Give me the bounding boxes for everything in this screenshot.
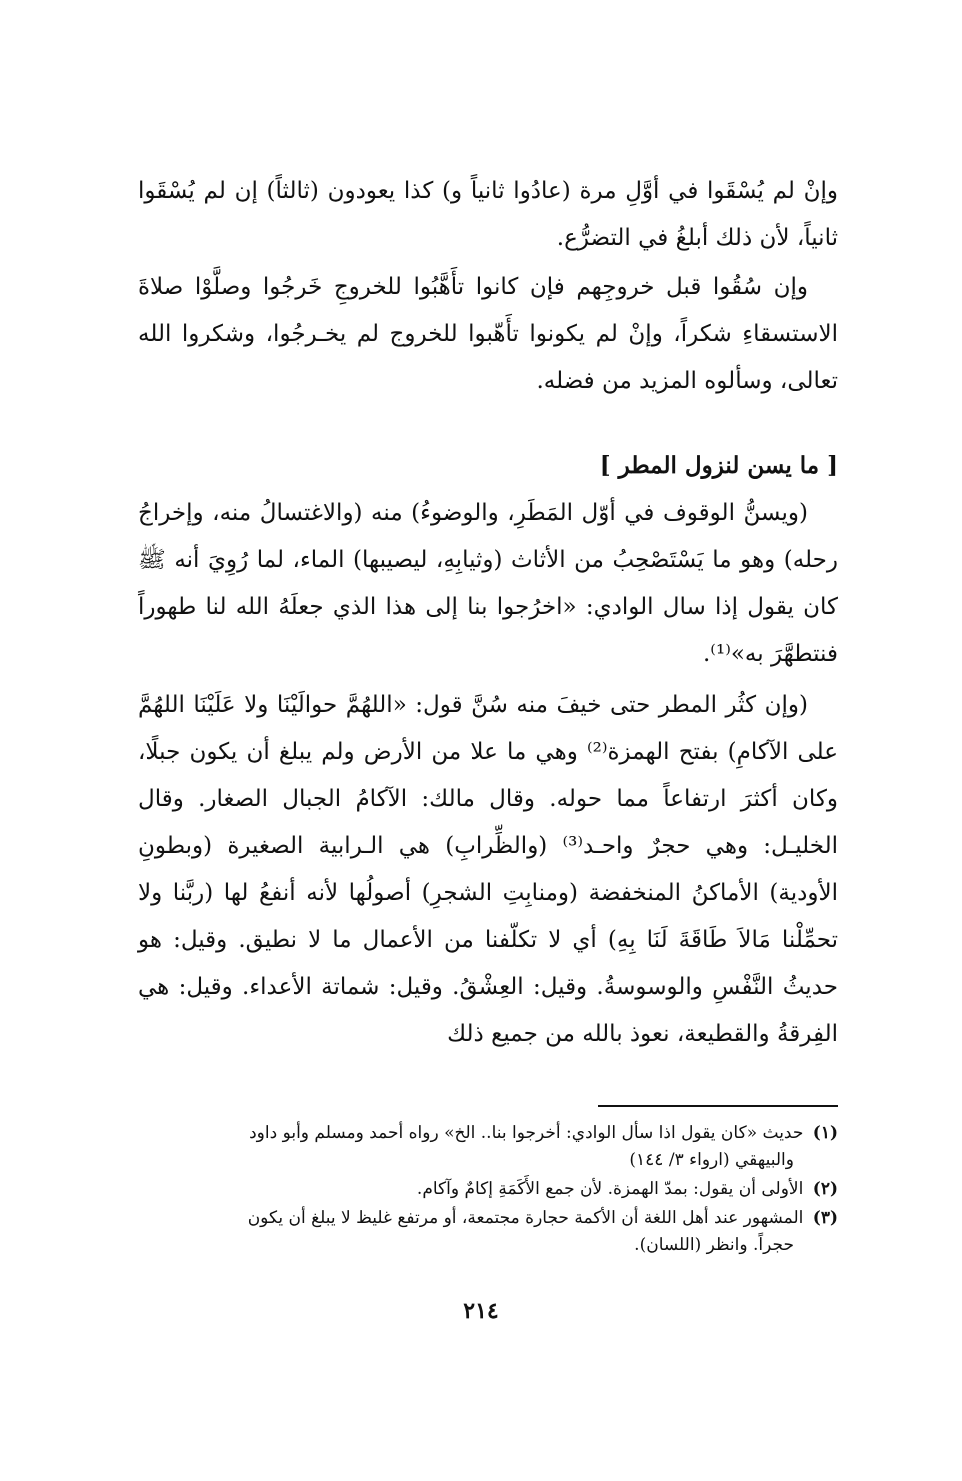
section-heading: [ ما يسن لنزول المطر ] [599, 452, 838, 479]
footnote-text: المشهور عند أهل اللغة أن الأكمة حجارة مجتمعة، أو مرتفع غليظ لا يبلغ أن يكون [247, 1208, 804, 1228]
footnote-text: الأولى أن يقول: بمدّ الهمزة. لأن جمع الأَكَمَةِ إكامٌ وآكام. [416, 1179, 804, 1199]
paragraph-text: وإن سُقُوا قبل خروجِهم فإن كانوا تأَهَّبُوا للخروجِ خَرجُوا وصلَّوْا صلاةَ الاستسقاءِ شكراً، وإنْ لم يكونوا تأَهّبوا للخروج لم يخـرجُوا، وشكروا الله تعالى، وسألوه المزيد من فضله. [138, 274, 838, 394]
footnote-number: (٢) [812, 1179, 838, 1199]
paragraph-rain-before-exit [138, 264, 838, 405]
footnote-3 [138, 1205, 838, 1259]
footnote-2 [138, 1176, 838, 1203]
footnote-number: (١) [812, 1123, 838, 1143]
footnotes-section [138, 1120, 838, 1261]
footnote-text-continued: حجراً. وانظر (اللسان). [634, 1235, 794, 1255]
footnote-divider [598, 1105, 838, 1107]
paragraph-text: وإنْ لم يُسْقَوا في أوَّلِ مرة (عادُوا ثانياً و) كذا يعودون (ثالثاً) إن لم يُسْقَوا ثانياً، لأن ذلك أبلغُ في التضرُّع. [138, 178, 838, 251]
page-number: ٢١٤ [463, 1298, 499, 1324]
paragraph-text: (ويسنُّ الوقوف في أوّل المَطَرِ، والوضوءُ) منه (والاغتسالُ منه، وإخراجُ رحله) وهو ما يَسْتَصْحِبُ من الأثاث (وثيابِهِ، ليصيبها) الماء، لما رُوِيَ أنه ﷺ كان يقول إذا سال الوادي: «اخرُجوا بنا إلى هذا الذي جعلَهُ الله لنا طهوراً فنتطهَّرَ به»⁽¹⁾. [138, 500, 838, 667]
footnote-1 [138, 1120, 838, 1174]
paragraph-heavy-rain-dua [138, 682, 838, 1058]
footnote-text: حديث «كان يقول اذا سأل الوادي: أخرجوا بنا.. الخ» رواه أحمد ومسلم وأبو داود [249, 1123, 804, 1143]
footnote-text-continued: والبيهقي (ارواء ٣/ ١٤٤) [629, 1150, 794, 1170]
paragraph-rain-sunnah [138, 490, 838, 678]
paragraph-repeat-prayer [138, 168, 838, 262]
footnote-number: (٣) [812, 1208, 838, 1228]
paragraph-text: (وإن كثُر المطر حتى خيفَ منه سُنَّ قول: «اللهُمَّ حوالَيْنَا ولا عَلَيْنَا اللهُمَّ على الآكامِ) بفتح الهمزة⁽²⁾ وهي ما علا من الأرض ولم يبلغ أن يكون جبلًا، وكان أكثرَ ارتفاعاً مما حوله. وقال مالك: الآكامُ الجبال الصغار. وقال الخليـل: وهي حجرٌ واحـد⁽³⁾ (والظِّرابِ) هي الـرابية الصغيرة (وبطونِ الأودية) الأماكنُ المنخفضة (ومنابِتِ الشجرِ) أصولُها لأنه أنفعُ لها (ربَّنا ولا تحمِّلْنا مَالاَ طَاقَةَ لَنَا بِهِ) أي لا تكلّفنا من الأعمال ما لا نطيق. وقيل: هو حديثُ النَّفْسِ والوسوسةُ. وقيل: العِشْقُ. وقيل: شماتة الأعداء. وقيل: هي الفِرقةُ والقطيعة، نعوذ بالله من جميع ذلك [138, 692, 838, 1047]
